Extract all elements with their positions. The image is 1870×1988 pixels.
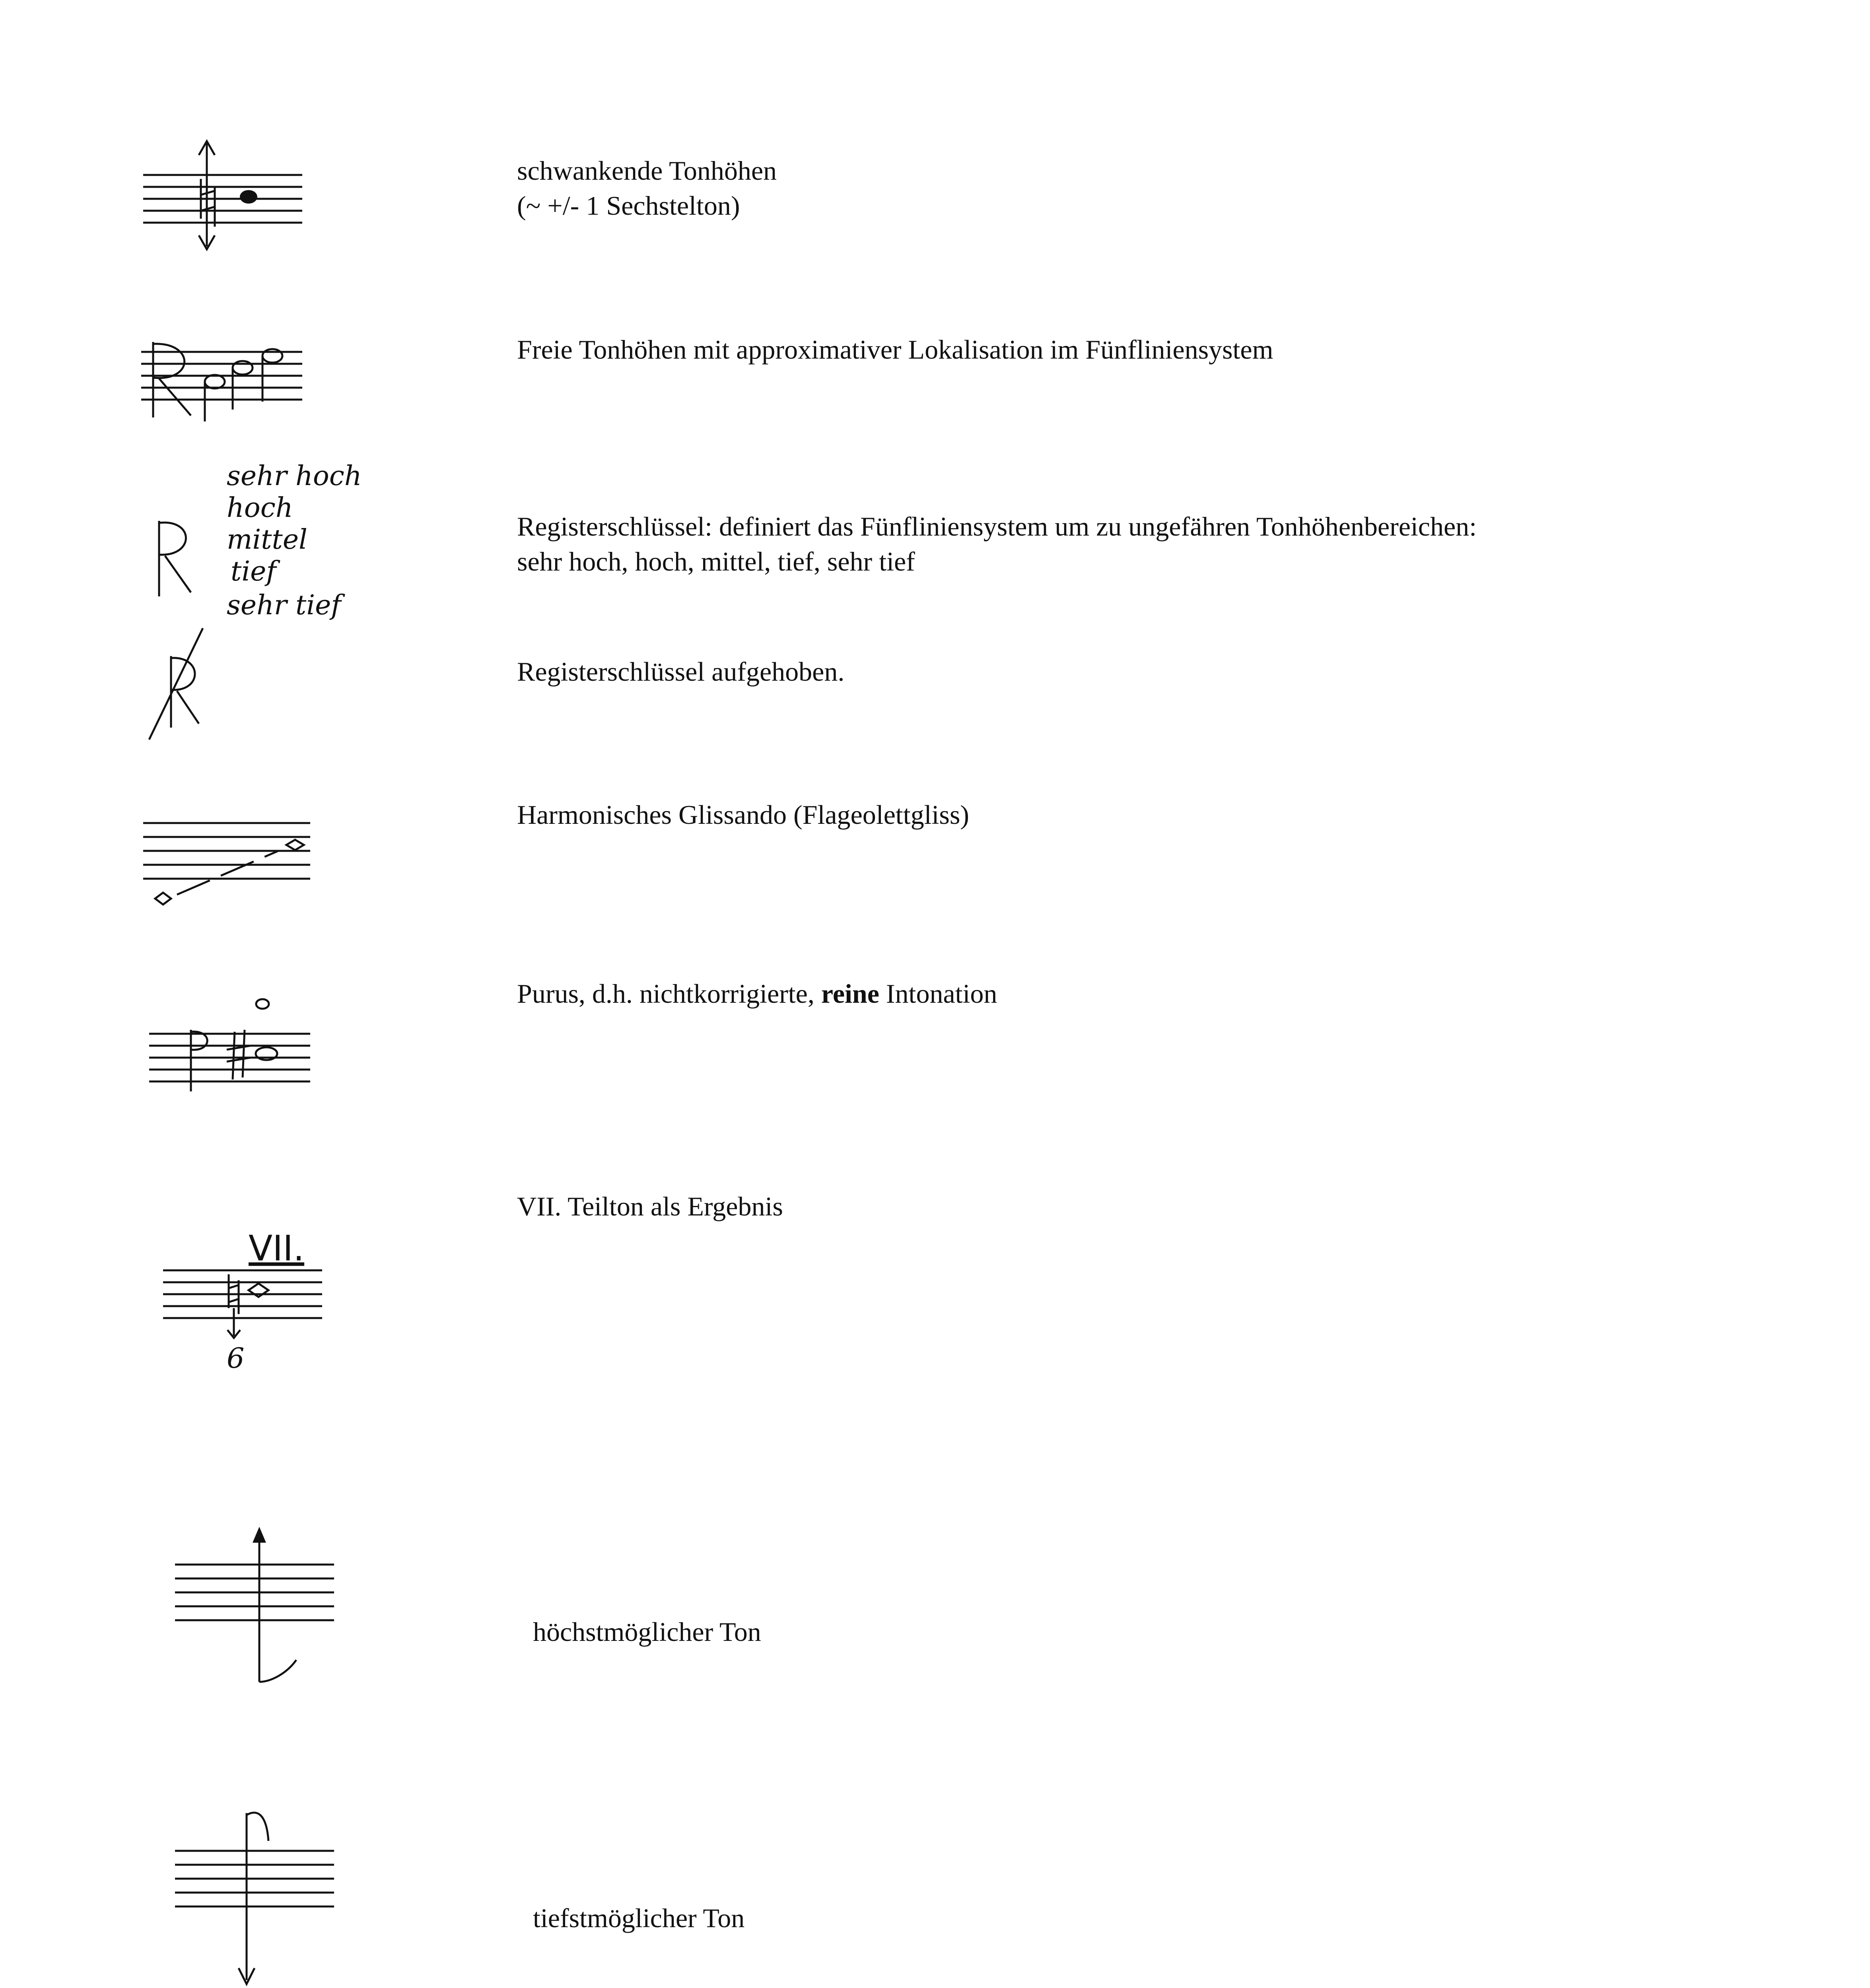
- lowest-tone-symbol: [171, 1797, 346, 1988]
- entry-highest-tone: höchstmöglicher Ton: [533, 1617, 761, 1647]
- seventh-partial-symbol: [159, 1217, 342, 1376]
- register-clef-cancel-symbol: [143, 620, 223, 747]
- entry-register-clef-cancel: Registerschlüssel aufgehoben.: [517, 656, 845, 687]
- register-level-very-low: sehr tief: [227, 590, 341, 621]
- purus-symbol: [143, 990, 326, 1105]
- entry-harmonic-glissando: Harmonisches Glissando (Flageolettgliss): [517, 800, 969, 830]
- register-level-very-high: sehr hoch: [227, 460, 362, 492]
- register-level-low: tief: [231, 556, 276, 587]
- register-clef-symbol: [147, 453, 402, 644]
- entry-fluctuating-pitch: schwankende Tonhöhen (~ +/- 1 Sechstelton): [517, 155, 777, 221]
- partial-numeral: VII.: [249, 1228, 305, 1269]
- entry-free-pitch: Freie Tonhöhen mit approximativer Lokalisation im Fünfliniensystem: [517, 334, 1273, 365]
- register-level-middle: mittel: [227, 524, 307, 555]
- partial-fingering-number: 6: [227, 1342, 245, 1375]
- fluctuating-pitch-symbol: [135, 131, 318, 262]
- highest-tone-symbol: [171, 1515, 346, 1698]
- register-level-high: hoch: [227, 492, 293, 524]
- entry-lowest-tone: tiefstmöglicher Ton: [533, 1903, 745, 1933]
- entry-register-clef: Registerschlüssel: definiert das Fünfliniensystem um zu ungefähren Tonhöhenbereichen: sehr hoch, hoch, mittel, tief, sehr tief: [517, 511, 1477, 577]
- entry-purus: Purus, d.h. nichtkorrigierte, reine Intonation: [517, 978, 997, 1009]
- free-pitch-symbol: [135, 330, 318, 433]
- harmonic-glissando-symbol: [139, 807, 330, 930]
- entry-seventh-partial: VII. Teilton als Ergebnis: [517, 1191, 783, 1221]
